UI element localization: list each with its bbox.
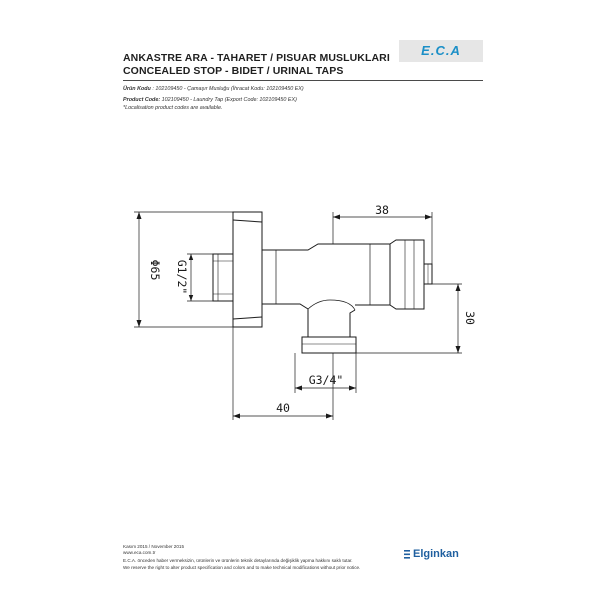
product-code-value: 102109450 - Laundry Tap (Export Code: 102109450 EX) <box>161 97 297 103</box>
dim-g12-thread: G1/2" <box>175 259 189 295</box>
localisation-note: *Localisation product codes are available. <box>123 105 223 111</box>
urun-kodu-label: Ürün Kodu <box>123 86 151 92</box>
wall-flange <box>233 212 262 327</box>
product-code-label: Product Code: <box>123 97 161 103</box>
dim-40: 40 <box>276 401 290 415</box>
body-top <box>262 244 355 250</box>
footer-disclaimer-en: We reserve the right to alter product specification and colors and to make technical modifications without prior notice. <box>123 565 361 570</box>
eca-logo-text: E.C.A <box>421 43 461 58</box>
outlet-nut <box>302 337 356 353</box>
title-english: CONCEALED STOP - BIDET / URINAL TAPS <box>123 65 344 77</box>
elginkan-brand: Elginkan <box>413 548 459 560</box>
body-bottom-left <box>262 304 308 337</box>
dim-30: 30 <box>463 311 477 325</box>
dim-38: 38 <box>375 203 389 217</box>
dim-g34-thread: G3/4" <box>308 373 344 387</box>
footer-date: Kasım 2015 / November 2015 <box>123 544 185 549</box>
footer-website[interactable]: www.eca.com.tr <box>123 550 156 555</box>
urun-kodu-value: : 102109450 - Çamaşır Musluğu (İhracat Kodu: 102109450 EX) <box>152 86 304 92</box>
elginkan-mark-icon <box>404 550 410 559</box>
handle-knob <box>390 240 424 309</box>
footer-disclaimer-tr: E.C.A. önceden haber vermeksizin, ürünlerin ve ürünlerin teknik detaylarında değişiklik yapma hakkını saklı tutar. <box>123 558 353 563</box>
dim-diameter-65: Φ65 <box>148 259 162 281</box>
title-turkish: ANKASTRE ARA - TAHARET / PISUAR MUSLUKLARI <box>123 52 390 64</box>
